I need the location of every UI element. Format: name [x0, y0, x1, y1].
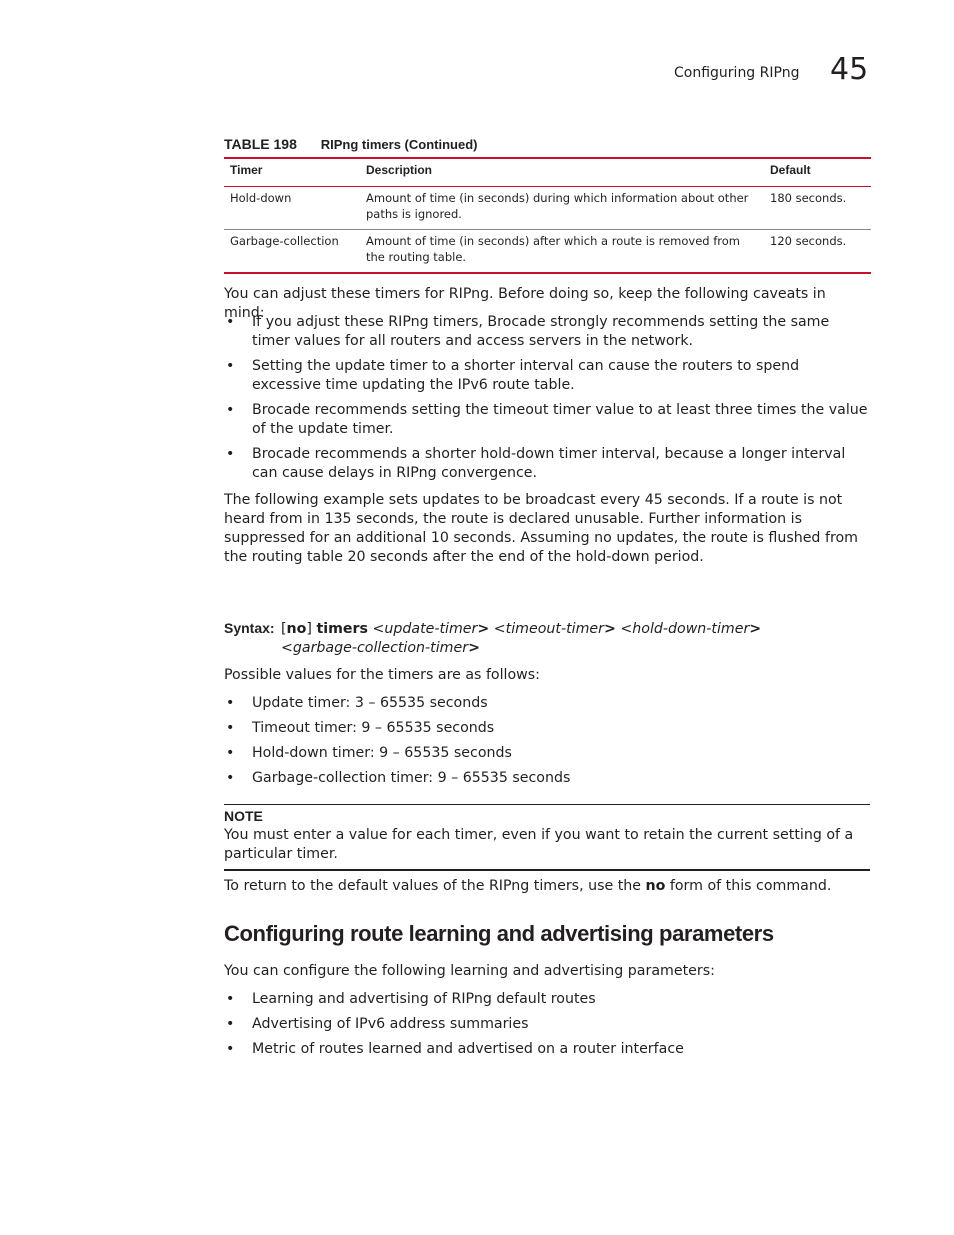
cell-default: 180 seconds. — [764, 187, 871, 230]
note-box — [224, 804, 870, 871]
chapter-number: 45 — [830, 52, 869, 87]
syntax-gt: > — [749, 621, 762, 637]
cell-timer: Hold-down — [224, 187, 360, 230]
table-label: TABLE 198 — [224, 136, 297, 152]
list-item: • Learning and advertising of RIPng default routes — [224, 990, 870, 1009]
cell-timer: Garbage-collection — [230, 234, 339, 248]
syntax-param-hold-down: hold-down-timer — [632, 621, 750, 637]
values-intro: Possible values for the timers are as follows: — [224, 667, 540, 683]
table-row — [224, 187, 871, 230]
note-text: You must enter a value for each timer, even if you want to retain the current setting of a particular timer. — [224, 827, 854, 862]
example-paragraph: The following example sets updates to be broadcast every 45 seconds. If a route is not heard from in 135 seconds, the route is declared unusable. Further information is suppressed for an additional 10 seconds. Assuming no updates, the route is flushed from the routing table 20 seconds after the end of the hold-down period. — [224, 492, 858, 565]
intro-paragraph: You can adjust these timers for RIPng. Before doing so, keep the following caveats in mind: — [224, 286, 826, 321]
table-header-row — [224, 158, 871, 187]
syntax-gt: > — [468, 640, 480, 656]
syntax-close-bracket: ] — [306, 621, 312, 637]
syntax-lt: < — [372, 621, 385, 637]
list-item: • Brocade recommends a shorter hold-down timer interval, because a longer interval can cause delays in RIPng convergence. — [224, 445, 870, 483]
syntax-lt: < — [493, 621, 506, 637]
list-item: • If you adjust these RIPng timers, Brocade strongly recommends setting the same timer values for all routers and access servers in the network. — [224, 313, 870, 351]
return-text-before: To return to the default values of the RIPng timers, use the — [224, 878, 646, 894]
syntax-block — [224, 619, 870, 658]
parameters-list — [224, 990, 870, 1059]
caveats-list — [224, 313, 870, 483]
syntax-no-keyword: no — [286, 621, 307, 637]
cell-default: 120 seconds. — [770, 234, 847, 248]
column-header-default: Default — [764, 158, 871, 187]
syntax-param-garbage: garbage-collection-timer — [292, 640, 469, 656]
list-item: • Hold-down timer: 9 – 65535 seconds — [224, 744, 870, 763]
no-keyword: no — [645, 878, 666, 894]
timers-table — [224, 157, 871, 274]
syntax-gt: > — [603, 621, 616, 637]
list-item: • Timeout timer: 9 – 65535 seconds — [224, 719, 870, 738]
syntax-open-bracket: [ — [281, 621, 287, 637]
syntax-param-update: update-timer — [384, 621, 478, 637]
syntax-gt: > — [477, 621, 490, 637]
return-text-after: form of this command. — [665, 878, 832, 894]
table-title: RIPng timers (Continued) — [320, 137, 478, 152]
syntax-lt: < — [620, 621, 633, 637]
section-intro: You can configure the following learning and advertising parameters: — [224, 963, 715, 979]
list-item: • Metric of routes learned and advertised on a router interface — [224, 1040, 870, 1059]
list-item: • Brocade recommends setting the timeout timer value to at least three times the value of the update timer. — [224, 401, 870, 439]
timer-values-list — [224, 694, 870, 788]
table-row — [224, 230, 871, 274]
list-item: • Garbage-collection timer: 9 – 65535 seconds — [224, 769, 870, 788]
cell-description: Amount of time (in seconds) after which a route is removed from the routing table. — [366, 234, 740, 264]
list-item: • Advertising of IPv6 address summaries — [224, 1015, 870, 1034]
syntax-command: timers — [316, 621, 368, 637]
syntax-param-timeout: timeout-timer — [505, 621, 604, 637]
list-item: • Update timer: 3 – 65535 seconds — [224, 694, 870, 713]
section-heading: Configuring route learning and advertising parameters — [224, 921, 774, 946]
header-section-title: Configuring RIPng — [674, 65, 800, 81]
syntax-lt: < — [281, 640, 293, 656]
return-paragraph — [224, 877, 870, 896]
syntax-label: Syntax: — [224, 620, 275, 636]
column-header-timer: Timer — [224, 158, 360, 187]
column-header-description: Description — [360, 158, 764, 187]
table-caption — [224, 136, 477, 152]
list-item: • Setting the update timer to a shorter interval can cause the routers to spend excessive time updating the IPv6 route table. — [224, 357, 870, 395]
note-label: NOTE — [224, 808, 263, 824]
cell-description: Amount of time (in seconds) during which information about other paths is ignored. — [360, 187, 764, 230]
